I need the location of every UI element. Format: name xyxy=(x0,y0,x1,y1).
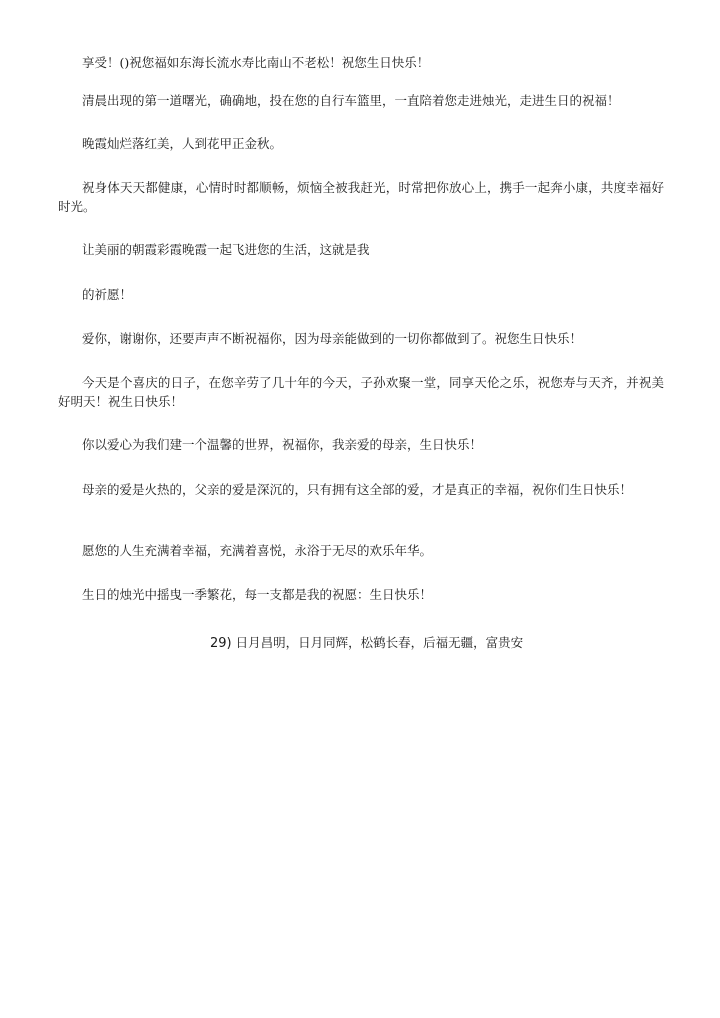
paragraph-12: 生日的烛光中摇曳一季繁花，每一支都是我的祝愿：生日快乐！ xyxy=(82,587,433,602)
paragraph-9: 你以爱心为我们建一个温馨的世界，祝福你，我亲爱的母亲，生日快乐！ xyxy=(82,437,483,452)
numbered-item xyxy=(210,633,630,653)
paragraph-8: 今天是个喜庆的日子，在您辛劳了几十年的今天，子孙欢聚一堂，同享天伦之乐，祝您寿与天齐，并祝美好明天！祝生日快乐！ xyxy=(58,375,664,409)
paragraph-2: 清晨出现的第一道曙光，确确地，投在您的自行车篮里，一直陪着您走进烛光，走进生日的祝福！ xyxy=(82,93,620,108)
item-text: 日月昌明，日月同辉，松鹤长春，后福无疆，富贵安 xyxy=(235,635,524,650)
paragraph-6: 的祈愿！ xyxy=(82,287,133,302)
paragraph-3: 晚霞灿烂落红美，人到花甲正金秋。 xyxy=(82,136,283,151)
paragraph-1: 享受！()祝您福如东海长流水寿比南山不老松！祝您生日快乐！ xyxy=(82,55,430,70)
paragraph-5: 让美丽的朝霞彩霞晚霞一起飞进您的生活，这就是我 xyxy=(82,242,370,257)
paragraph-10: 母亲的爱是火热的，父亲的爱是深沉的，只有拥有这全部的爱，才是真正的幸福，祝你们生日快乐！ xyxy=(82,482,633,497)
paragraph-4: 祝身体天天都健康，心情时时都顺畅，烦恼全被我赶光，时常把你放心上，携手一起奔小康，共度幸福好时光。 xyxy=(58,180,664,214)
paragraph-7: 爱你，谢谢你，还要声声不断祝福你，因为母亲能做到的一切你都做到了。祝您生日快乐！ xyxy=(82,331,583,346)
item-number: 29) xyxy=(210,636,232,651)
paragraph-11: 愿您的人生充满着幸福，充满着喜悦，永浴于无尽的欢乐年华。 xyxy=(82,543,433,558)
